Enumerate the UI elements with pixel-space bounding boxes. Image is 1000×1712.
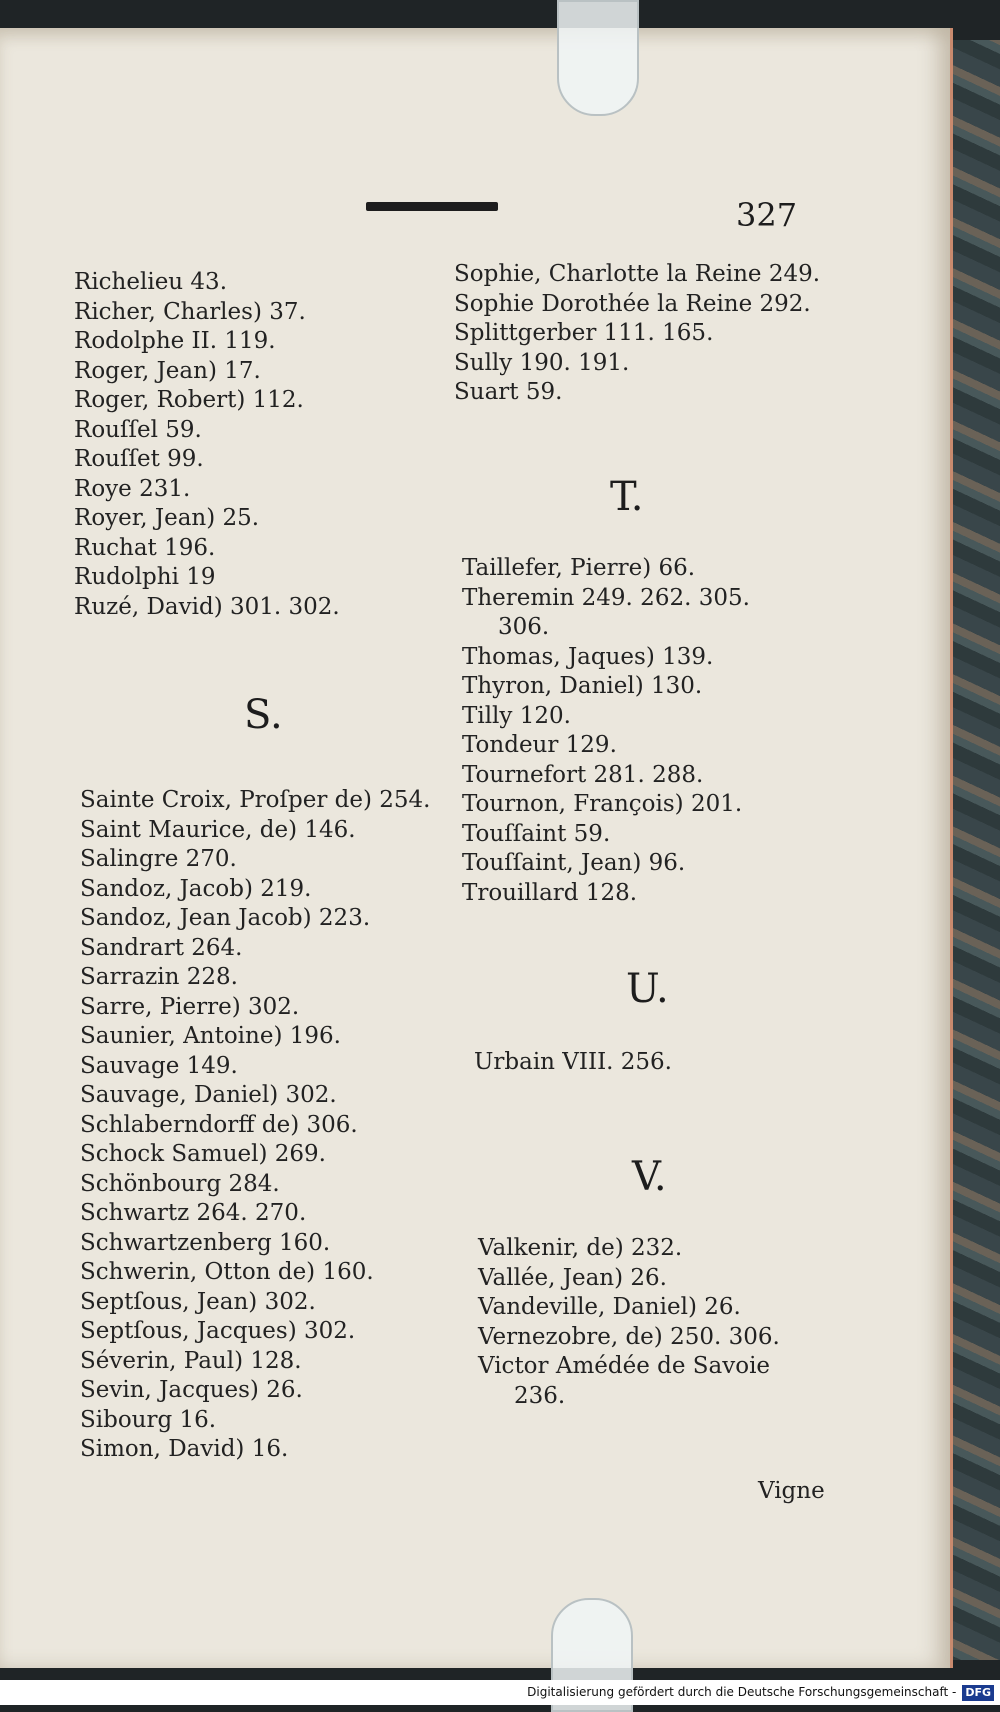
index-entry: Saunier, Antoine) 196. [80, 1023, 341, 1049]
index-entry: Tondeur 129. [462, 732, 617, 758]
dfg-logo: DFG [962, 1685, 994, 1701]
index-entry: Rudolphi 19 [74, 564, 216, 590]
index-entry: Rouſſet 99. [74, 446, 204, 472]
right-column-s [454, 260, 820, 408]
right-column-u [474, 1048, 672, 1078]
index-entry: Sainte Croix, Proſper de) 254. [80, 787, 431, 813]
index-entry: Suart 59. [454, 379, 563, 405]
index-entry: Septſous, Jean) 302. [80, 1288, 316, 1315]
header-rule [366, 202, 498, 211]
left-column-r [74, 268, 340, 622]
index-entry: Vandeville, Daniel) 26. [478, 1294, 741, 1320]
index-entry: 306. [498, 614, 550, 640]
index-entry: Richelieu 43. [74, 269, 228, 295]
index-entry: Salingre 270. [80, 846, 237, 872]
right-column-v [478, 1234, 780, 1411]
index-entry: Schlaberndorff de) 306. [80, 1111, 358, 1138]
index-entry: Touſſaint 59. [462, 820, 611, 847]
section-letter-v: V. [632, 1154, 667, 1200]
page-number: 327 [736, 196, 798, 234]
index-entry: Theremin 249. 262. 305. [462, 584, 750, 611]
index-entry: Thomas, Jaques) 139. [462, 643, 714, 670]
index-entry: Rouſſel 59. [74, 416, 202, 443]
index-entry: Ruzé, David) 301. 302. [74, 593, 340, 620]
index-entry: Valkenir, de) 232. [478, 1235, 683, 1261]
section-letter-s: S. [244, 692, 283, 738]
footer-credit: Digitalisierung gefördert durch die Deutsche Forschungsgemeinschaft - [527, 1685, 957, 1699]
index-entry: Tilly 120. [462, 702, 571, 729]
index-entry: Sauvage, Daniel) 302. [80, 1082, 337, 1108]
index-entry: Victor Amédée de Savoie [478, 1353, 771, 1379]
index-entry: Sophie Dorothée la Reine 292. [454, 290, 811, 317]
index-entry: Roger, Jean) 17. [74, 357, 261, 384]
index-entry: Roye 231. [74, 475, 191, 502]
index-entry: Tournon, François) 201. [462, 791, 743, 817]
section-letter-u: U. [626, 966, 669, 1012]
index-entry: Ruchat 196. [74, 534, 216, 561]
index-entry: Sandoz, Jean Jacob) 223. [80, 905, 371, 931]
left-column-s [80, 786, 431, 1465]
index-entry: Sully 190. 191. [454, 349, 630, 376]
index-entry: Urbain VIII. 256. [474, 1049, 672, 1075]
index-entry: Schönbourg 284. [80, 1170, 280, 1197]
book-page [0, 28, 953, 1668]
digitization-footer [0, 1680, 1000, 1705]
index-entry: Sibourg 16. [80, 1406, 217, 1433]
index-entry: Royer, Jean) 25. [74, 505, 260, 531]
index-entry: Sandoz, Jacob) 219. [80, 875, 312, 902]
index-entry: Taillefer, Pierre) 66. [462, 555, 696, 581]
index-entry: Touſſaint, Jean) 96. [462, 850, 686, 876]
index-entry: Thyron, Daniel) 130. [462, 673, 703, 699]
index-entry: Saint Maurice, de) 146. [80, 816, 356, 843]
index-entry: Sarre, Pierre) 302. [80, 993, 300, 1020]
index-entry: Schock Samuel) 269. [80, 1141, 326, 1167]
section-letter-t: T. [610, 474, 644, 520]
index-entry: Rodolphe II. 119. [74, 328, 276, 354]
index-entry: Sandrart 264. [80, 934, 243, 961]
index-entry: Sophie, Charlotte la Reine 249. [454, 261, 821, 287]
index-entry: Schwerin, Otton de) 160. [80, 1259, 374, 1285]
index-entry: Splittgerber 111. 165. [454, 320, 714, 346]
index-entry: Sauvage 149. [80, 1052, 238, 1079]
index-entry: Tournefort 281. 288. [462, 761, 704, 788]
index-entry: Roger, Robert) 112. [74, 387, 304, 413]
index-entry: Richer, Charles) 37. [74, 298, 306, 325]
page-clip-top [557, 0, 639, 116]
index-entry: Schwartzenberg 160. [80, 1229, 331, 1256]
index-entry: Trouillard 128. [462, 879, 638, 906]
index-entry: Vernezobre, de) 250. 306. [478, 1323, 780, 1350]
index-entry: Séverin, Paul) 128. [80, 1347, 302, 1374]
index-entry: Vallée, Jean) 26. [478, 1264, 667, 1291]
index-entry: 236. [514, 1382, 566, 1409]
index-entry: Sevin, Jacques) 26. [80, 1377, 303, 1403]
catchword: Vigne [758, 1478, 825, 1504]
right-column-t [462, 554, 750, 908]
index-entry: Simon, David) 16. [80, 1436, 289, 1462]
index-entry: Schwartz 264. 270. [80, 1200, 307, 1226]
index-entry: Sarrazin 228. [80, 964, 238, 990]
index-entry: Septſous, Jacques) 302. [80, 1318, 356, 1344]
